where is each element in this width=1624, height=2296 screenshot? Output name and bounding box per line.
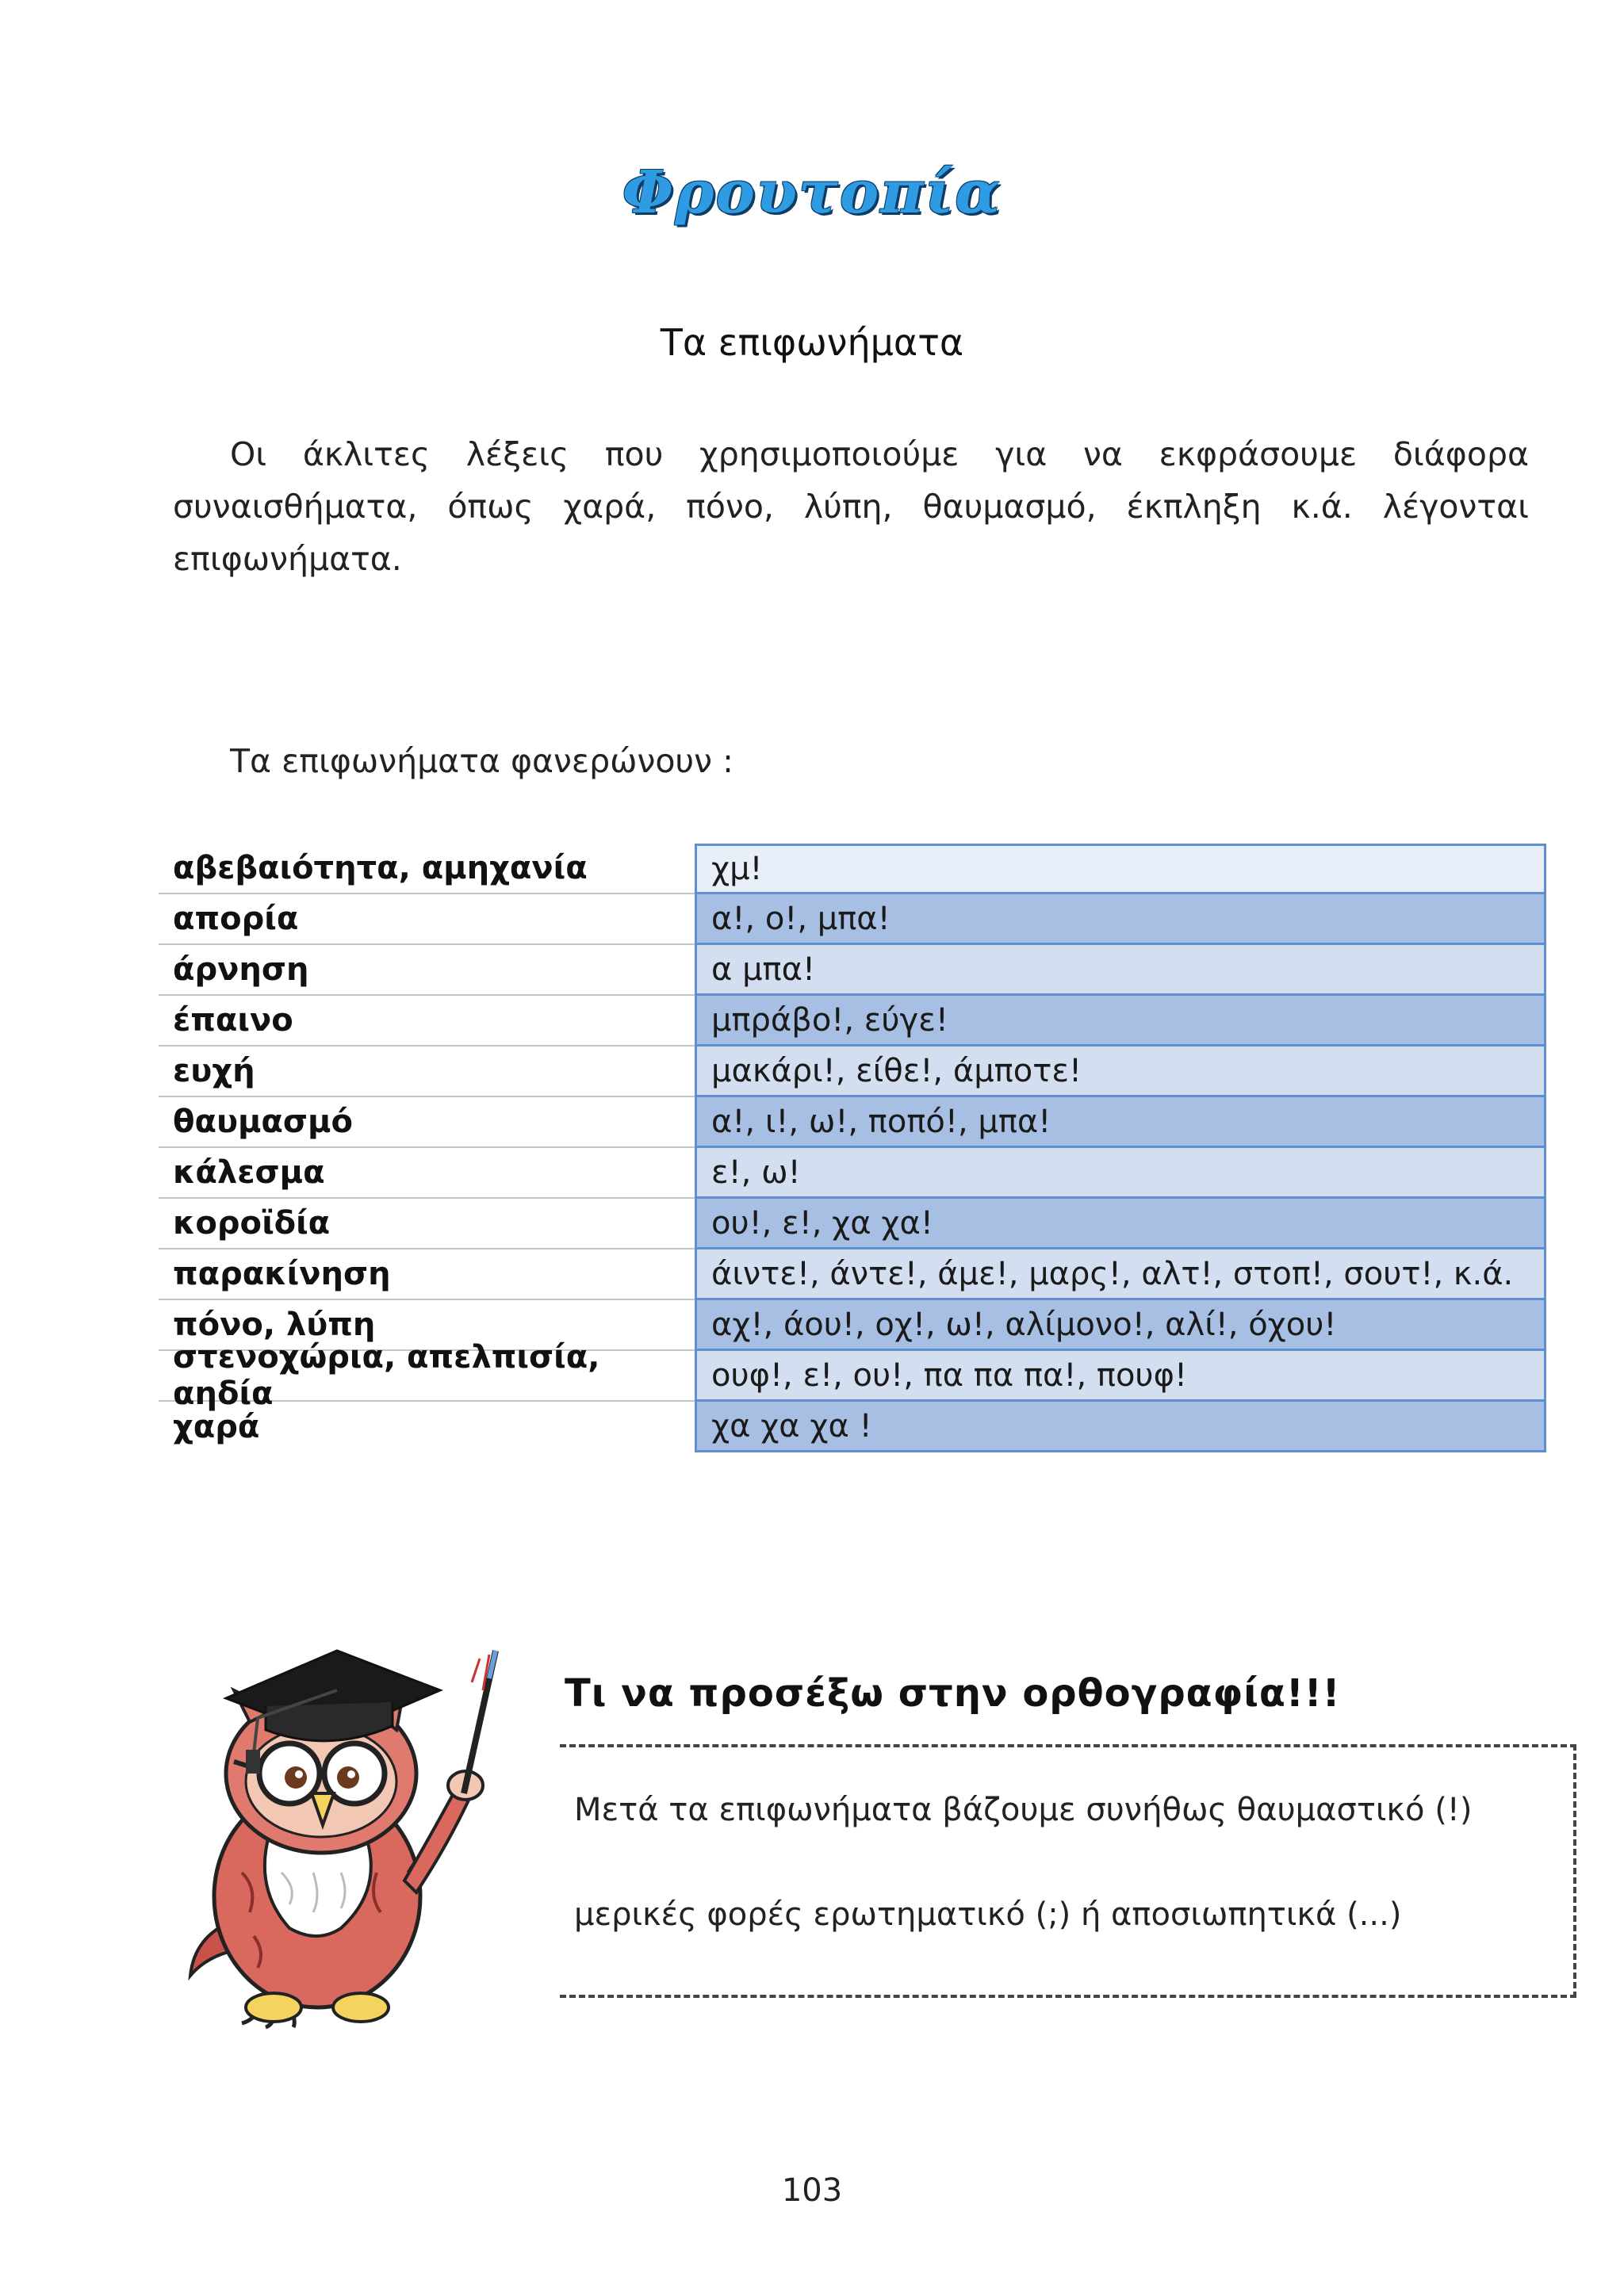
examples-cell: μακάρι!, είθε!, άμποτε! (695, 1047, 1546, 1097)
table-row (159, 844, 1546, 894)
examples-cell: α!, ι!, ω!, ποπό!, μπα! (695, 1097, 1546, 1148)
examples-cell: α μπα! (695, 945, 1546, 996)
meaning-cell: παρακίνηση (159, 1249, 695, 1300)
spelling-tip-title: Τι να προσέξω στην ορθογραφία!!! (565, 1671, 1341, 1716)
table-row (159, 996, 1546, 1047)
page-number (0, 2172, 1624, 2209)
section-heading-text: Τα επιφωνήματα (660, 321, 964, 364)
intro-paragraph: Οι άκλιτες λέξεις που χρησιμοποιούμε για να εκφράσουμε διάφορα συναισθήματα, όπως χαρά, πόνο, λύπη, θαυμασμό, έκπληξη κ.ά. λέγονται επιφωνήματα. (173, 435, 1529, 578)
examples-cell: χμ! (695, 844, 1546, 894)
table-row (159, 945, 1546, 996)
section-heading (0, 321, 1624, 364)
interjections-table (159, 844, 1546, 1452)
examples-cell: ε!, ω! (695, 1148, 1546, 1199)
meaning-cell: κοροϊδία (159, 1199, 695, 1249)
examples-cell: χα χα χα ! (695, 1402, 1546, 1452)
meaning-cell: χαρά (173, 1409, 260, 1445)
examples-cell: άιντε!, άντε!, άμε!, μαρς!, αλτ!, στοπ!, σουτ!, κ.ά. (695, 1249, 1546, 1300)
meaning-cell: ευχή (159, 1047, 695, 1097)
meaning-cell: κάλεσμα (159, 1148, 695, 1199)
meaning-cell: απορία (159, 894, 695, 945)
spelling-tip-line-1: Μετά τα επιφωνήματα βάζουμε συνήθως θαυμαστικό (!) (574, 1792, 1473, 1828)
table-row (159, 1199, 1546, 1249)
spelling-tip-line-2: μερικές φορές ερωτηματικό (;) ή αποσιωπητικά (...) (574, 1896, 1402, 1933)
owl-graduate-illustration-icon (178, 1635, 551, 2031)
table-row (159, 1249, 1546, 1300)
page-number-text: 103 (781, 2172, 843, 2209)
table-row (159, 1339, 1546, 1412)
meaning-cell: θαυμασμό (159, 1097, 695, 1148)
meaning-cell: έπαινο (159, 996, 695, 1047)
table-row (159, 1047, 1546, 1097)
lead-text: Τα επιφωνήματα φανερώνουν : (230, 742, 733, 780)
examples-cell: ου!, ε!, χα χα! (695, 1199, 1546, 1249)
meaning-cell: άρνηση (159, 945, 695, 996)
table-row (159, 1402, 1546, 1452)
meaning-cell: αβεβαιότητα, αμηχανία (159, 844, 695, 894)
examples-cell: αχ!, άου!, οχ!, ω!, αλίμονο!, αλί!, όχου! (695, 1300, 1546, 1351)
meaning-cell: στενοχώρια, απελπισία, αηδία (159, 1351, 695, 1402)
spelling-tip-box (560, 1744, 1576, 1998)
examples-cell: μπράβο!, εύγε! (695, 996, 1546, 1047)
banner-title: Φρουτοπία (622, 159, 1002, 227)
table-row (159, 1097, 1546, 1148)
table-row (159, 894, 1546, 945)
meaning-cell: πόνο, λύπη (159, 1300, 695, 1351)
examples-cell: ουφ!, ε!, ου!, πα πα πα!, πουφ! (695, 1351, 1546, 1402)
examples-cell: α!, ο!, μπα! (695, 894, 1546, 945)
table-row (159, 1148, 1546, 1199)
